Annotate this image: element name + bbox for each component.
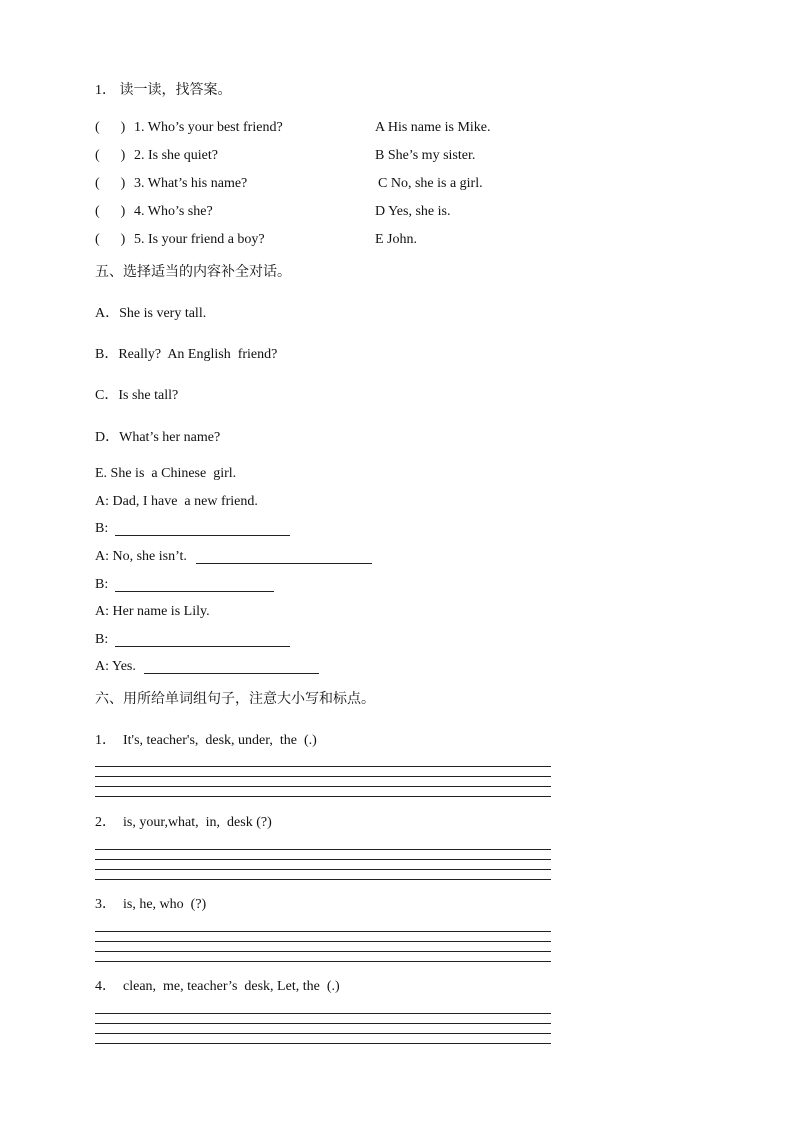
answer-option: C No, she is a girl. [378, 176, 483, 191]
order-item: 4． clean, me, teacher’s desk, Let, the (.) [95, 979, 340, 994]
answer-option: D Yes, she is. [375, 204, 451, 219]
dialogue-option: E. She is a Chinese girl. [95, 466, 237, 481]
answer-blank[interactable] [115, 646, 290, 647]
order-item: 3． is, he, who (?) [95, 897, 207, 912]
answer-blank[interactable] [115, 535, 290, 536]
question-text: 5. Is your friend a boy? [134, 232, 265, 247]
question-text: 2. Is she quiet? [134, 148, 218, 163]
bracket[interactable]: ( ) [95, 120, 126, 135]
bracket[interactable]: ( ) [95, 204, 126, 219]
dialogue-option: C．Is she tall? [95, 388, 179, 403]
answer-option: E John. [375, 232, 417, 247]
answer-blank[interactable] [144, 673, 319, 674]
section-order-title: 六、用所给单词组句子，注意大小写和标点。 [95, 692, 375, 707]
dialogue-line: B: [95, 577, 109, 592]
writing-lines[interactable] [95, 931, 551, 962]
answer-blank[interactable] [196, 563, 372, 564]
dialogue-option: B．Really? An English friend? [95, 347, 278, 362]
dialogue-line: B: [95, 632, 109, 647]
section-dialogue-title: 五、选择适当的内容补全对话。 [95, 265, 291, 280]
dialogue-line: A: Her name is Lily. [95, 604, 210, 619]
dialogue-line: A: Dad, I have a new friend. [95, 494, 258, 509]
answer-option: A His name is Mike. [375, 120, 491, 135]
question-text: 4. Who’s she? [134, 204, 213, 219]
order-item: 1． It's, teacher's, desk, under, the (.) [95, 733, 317, 748]
dialogue-option: A．She is very tall. [95, 306, 207, 321]
section-match-title: 1． 读一读，找答案。 [95, 83, 232, 98]
answer-option: B She’s my sister. [375, 148, 476, 163]
writing-lines[interactable] [95, 766, 551, 797]
writing-lines[interactable] [95, 849, 551, 880]
question-text: 3. What’s his name? [134, 176, 248, 191]
question-text: 1. Who’s your best friend? [134, 120, 283, 135]
bracket[interactable]: ( ) [95, 148, 126, 163]
bracket[interactable]: ( ) [95, 176, 126, 191]
dialogue-line: A: Yes. [95, 659, 136, 674]
order-item: 2． is, your,what, in, desk (?) [95, 815, 272, 830]
bracket[interactable]: ( ) [95, 232, 126, 247]
writing-lines[interactable] [95, 1013, 551, 1044]
answer-blank[interactable] [115, 591, 274, 592]
dialogue-option: D．What’s her name? [95, 430, 221, 445]
dialogue-line: B: [95, 521, 109, 536]
dialogue-line: A: No, she isn’t. [95, 549, 187, 564]
